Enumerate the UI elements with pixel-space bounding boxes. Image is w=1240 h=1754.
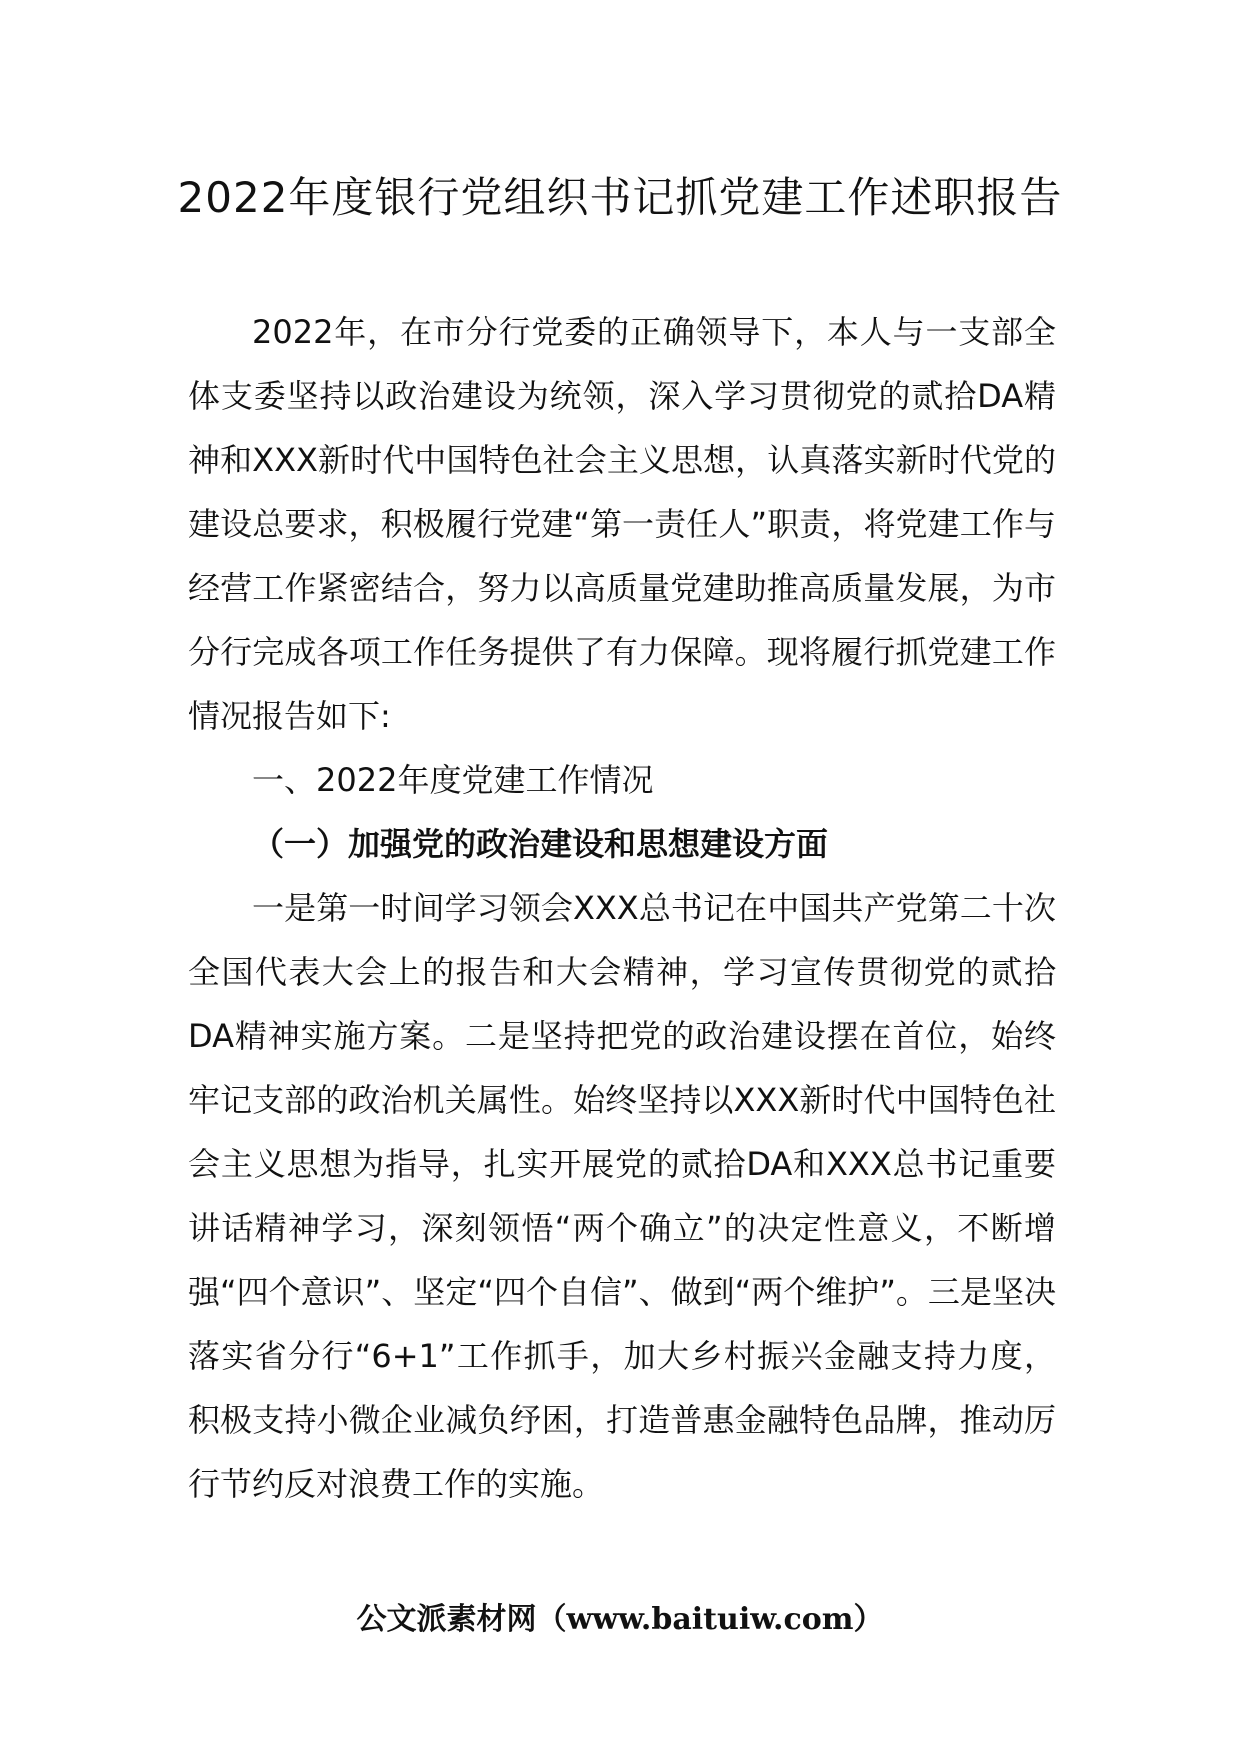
- intro-paragraph: 2022年，在市分行党委的正确领导下，本人与一支部全体支委坚持以政治建设为统领，深入学习贯彻党的贰拾DA精神和XXX新时代中国特色社会主义思想，认真落实新时代党的建设总要求，积极履行党建“第一责任人”职责，将党建工作与经营工作紧密结合，努力以高质量党建助推高质量发展，为市分行完成各项工作任务提供了有力保障。现将履行抓党建工作情况报告如下:: [188, 313, 1056, 735]
- document-title: 2022年度银行党组织书记抓党建工作述职报告: [177, 173, 1063, 222]
- source-footer: 公文派素材网（www.baituiw.com）: [356, 1602, 884, 1637]
- subsection-heading: （一）加强党的政治建设和思想建设方面: [252, 825, 829, 863]
- document-body: [188, 300, 1056, 1516]
- section-heading: 一、2022年度党建工作情况: [252, 761, 654, 799]
- content-paragraph: 一是第一时间学习领会XXX总书记在中国共产党第二十次全国代表大会上的报告和大会精神，学习宣传贯彻党的贰拾DA精神实施方案。二是坚持把党的政治建设摆在首位，始终牢记支部的政治机关属性。始终坚持以XXX新时代中国特色社会主义思想为指导，扎实开展党的贰拾DA和XXX总书记重要讲话精神学习，深刻领悟“两个确立”的决定性意义，不断增强“四个意识”、坚定“四个自信”、做到“两个维护”。三是坚决落实省分行“6+1”工作抓手，加大乡村振兴金融支持力度，积极支持小微企业减负纾困，打造普惠金融特色品牌，推动厉行节约反对浪费工作的实施。: [188, 889, 1056, 1503]
